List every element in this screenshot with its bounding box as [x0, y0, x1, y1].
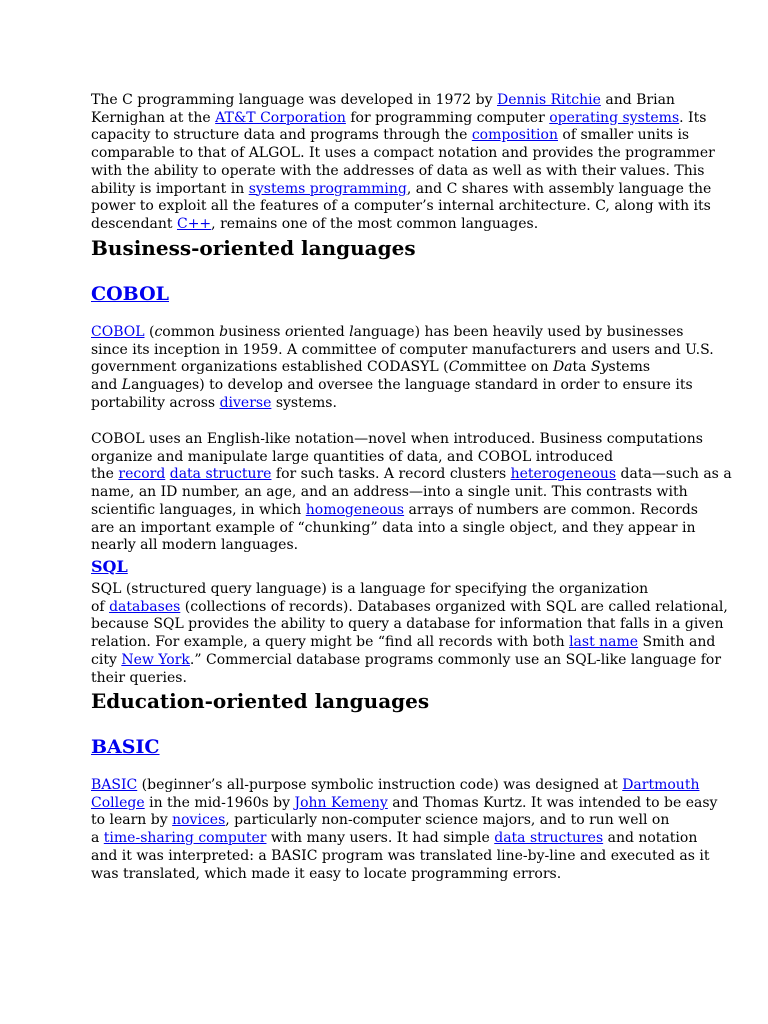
text-run: and notation	[603, 830, 698, 847]
italic-text: Sy	[590, 359, 609, 376]
text-run: .” Commercial database programs commonly use an SQL-like language for	[189, 651, 722, 668]
text-run: and Thomas Kurtz. It was intended to be easy	[387, 794, 718, 811]
inline-link[interactable]: Dartmouth	[622, 777, 700, 793]
text-run: for such tasks. A record clusters	[271, 466, 511, 483]
inline-link[interactable]: last name	[569, 634, 639, 651]
text-run: arrays of numbers are common. Records	[404, 501, 698, 518]
text-line	[91, 216, 715, 234]
text-line	[91, 198, 715, 216]
text-line	[91, 581, 728, 599]
inline-link[interactable]: databases	[109, 598, 181, 615]
sql-heading-link[interactable]: SQL	[91, 557, 128, 576]
text-run: of smaller units is	[557, 127, 690, 144]
text-run: nearly all modern languages.	[91, 537, 299, 554]
text-line	[91, 777, 717, 795]
text-run: with the ability to operate with the addresses of data as well as with their values. This	[91, 162, 705, 179]
inline-link[interactable]: BASIC	[91, 777, 138, 793]
basic-heading-link[interactable]: BASIC	[91, 736, 160, 758]
italic-text: Da	[552, 359, 573, 376]
italic-text: b	[219, 324, 229, 340]
text-line	[91, 145, 715, 163]
text-run: the	[91, 466, 119, 483]
text-run: (	[144, 324, 155, 340]
text-run: stems	[608, 359, 651, 376]
text-line	[91, 324, 714, 342]
text-line	[91, 163, 715, 181]
inline-link[interactable]: operating systems	[549, 109, 680, 126]
text-run: SQL (structured query language) is a language for specifying the organization	[91, 581, 649, 597]
text-line	[91, 92, 715, 110]
text-run: and it was interpreted: a BASIC program was translated line-by-line and executed as it	[91, 847, 710, 864]
inline-link[interactable]: diverse	[219, 394, 272, 411]
c-language-paragraph	[91, 92, 715, 234]
inline-link[interactable]: data structures	[494, 830, 604, 847]
inline-link[interactable]: systems programming	[248, 180, 407, 197]
text-line	[91, 359, 714, 377]
text-line	[91, 520, 732, 538]
text-run: mmittee on	[467, 359, 553, 376]
text-run: and	[91, 377, 122, 394]
text-run: relation. For example, a query might be “find all records with both	[91, 634, 570, 651]
text-run: descendant	[91, 215, 177, 232]
italic-text: l	[349, 324, 354, 340]
inline-link[interactable]: record	[118, 466, 166, 483]
text-line	[91, 652, 728, 670]
text-run: comparable to that of ALGOL. It uses a compact notation and provides the programmer	[91, 145, 715, 162]
business-oriented-heading: Business-oriented languages	[91, 236, 416, 260]
text-line	[91, 484, 732, 502]
text-run: for programming computer	[345, 109, 550, 126]
text-run: The C programming language was developed in 1972 by	[91, 92, 497, 108]
text-run: ta	[572, 359, 591, 376]
text-run: organize and manipulate large quantities of data, and COBOL introduced	[91, 448, 614, 465]
text-run: data—such as a	[616, 466, 732, 483]
basic-heading[interactable]	[91, 735, 160, 759]
inline-link[interactable]: C++	[176, 215, 212, 232]
text-run: name, an ID number, an age, and an address—into a single unit. This contrasts with	[91, 484, 688, 501]
text-run: capacity to structure data and programs through the	[91, 127, 472, 144]
inline-link[interactable]: COBOL	[91, 324, 145, 340]
inline-link[interactable]: heterogeneous	[510, 466, 617, 483]
text-run: was translated, which made it easy to locate programming errors.	[91, 865, 562, 882]
text-run: of	[91, 598, 110, 615]
inline-link[interactable]: College	[91, 794, 145, 811]
text-line	[91, 431, 732, 449]
text-line	[91, 449, 732, 467]
text-run: since its inception in 1959. A committee of computer manufacturers and users and U.S.	[91, 341, 714, 358]
sql-heading[interactable]	[91, 557, 128, 577]
text-run: . Its	[679, 109, 707, 126]
cobol-heading[interactable]	[91, 282, 169, 306]
text-line	[91, 812, 717, 830]
text-run: Kernighan at the	[91, 109, 216, 126]
sql-paragraph	[91, 581, 728, 687]
text-run: usiness	[228, 324, 285, 340]
text-run: (collections of records). Databases organized with SQL are called relational,	[180, 598, 728, 615]
text-run: (beginner’s all-purpose symbolic instruction code) was designed at	[137, 777, 623, 793]
basic-paragraph	[91, 777, 717, 883]
text-line	[91, 830, 717, 848]
italic-text: c	[154, 324, 163, 340]
text-line	[91, 502, 732, 520]
text-line	[91, 395, 714, 413]
text-line	[91, 795, 717, 813]
text-run: with many users. It had simple	[266, 830, 495, 847]
text-run: , remains one of the most common languages.	[211, 215, 539, 232]
inline-link[interactable]: New York	[121, 651, 190, 668]
cobol-notation-paragraph	[91, 431, 732, 555]
text-run: , particularly non-computer science majors, and to run well on	[225, 812, 670, 829]
text-run: a	[91, 830, 104, 847]
cobol-heading-link[interactable]: COBOL	[91, 283, 169, 305]
text-run: ommon	[162, 324, 220, 340]
text-run: anguage) has been heavily used by businesses	[353, 324, 684, 340]
text-run: COBOL uses an English-like notation—novel when introduced. Business computations	[91, 431, 703, 447]
text-run: government organizations established CODASYL (	[91, 359, 449, 376]
inline-link[interactable]: AT&T Corporation	[215, 109, 346, 126]
text-line	[91, 127, 715, 145]
text-line	[91, 377, 714, 395]
inline-link[interactable]: homogeneous	[305, 501, 405, 518]
text-run: systems.	[271, 394, 337, 411]
text-run: because SQL provides the ability to query a database for information that falls in a given	[91, 616, 724, 633]
text-run: power to exploit all the features of a computer’s internal architecture. C, along with its	[91, 198, 711, 215]
text-run: ability is important in	[91, 180, 249, 197]
inline-link[interactable]: time-sharing computer	[103, 830, 267, 847]
text-line	[91, 616, 728, 634]
cobol-intro-paragraph	[91, 324, 714, 413]
text-run: in the mid-1960s by	[144, 794, 295, 811]
text-line	[91, 599, 728, 617]
text-run: are an important example of “chunking” data into a single object, and they appear in	[91, 519, 696, 536]
education-oriented-heading: Education-oriented languages	[91, 689, 430, 713]
text-line	[91, 537, 732, 555]
text-run: and Brian	[600, 92, 675, 108]
text-line	[91, 181, 715, 199]
italic-text: o	[284, 324, 294, 340]
text-run: their queries.	[91, 669, 187, 686]
inline-link[interactable]: novices	[172, 812, 226, 829]
text-run: Smith and	[638, 634, 716, 651]
inline-link[interactable]: John Kemeny	[294, 794, 388, 811]
text-line	[91, 866, 717, 884]
text-line	[91, 670, 728, 688]
inline-link[interactable]: data structure	[169, 466, 272, 483]
text-line	[91, 634, 728, 652]
italic-text: L	[121, 377, 132, 394]
italic-text: Co	[448, 359, 468, 376]
inline-link[interactable]: Dennis Ritchie	[496, 92, 601, 108]
text-run: city	[91, 651, 122, 668]
text-run: riented	[293, 324, 350, 340]
text-line	[91, 466, 732, 484]
text-line	[91, 848, 717, 866]
text-line	[91, 110, 715, 128]
text-run: scientific languages, in which	[91, 501, 306, 518]
text-run: portability across	[91, 394, 220, 411]
text-line	[91, 342, 714, 360]
inline-link[interactable]: composition	[471, 127, 558, 144]
text-run: , and C shares with assembly language the	[406, 180, 712, 197]
text-run: to learn by	[91, 812, 173, 829]
text-run: anguages) to develop and oversee the language standard in order to ensure its	[131, 377, 693, 394]
